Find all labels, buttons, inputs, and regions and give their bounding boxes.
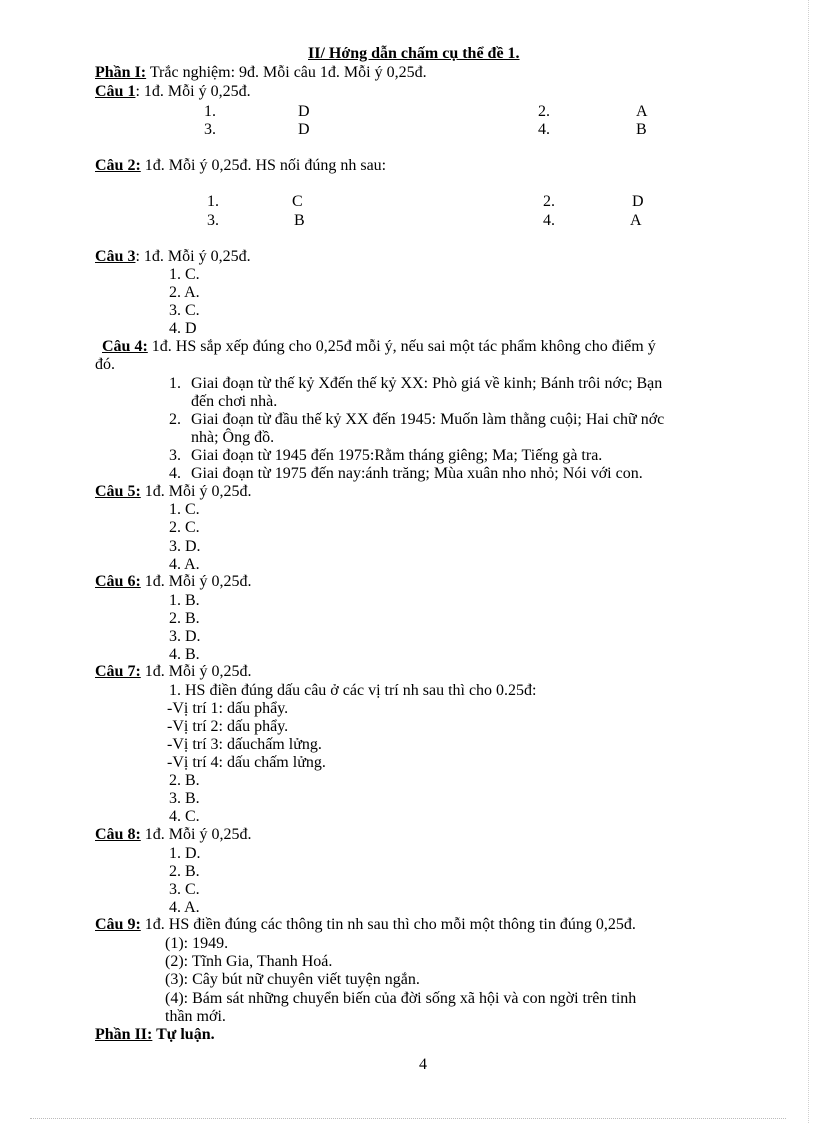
list-item: 3. D.: [169, 628, 201, 645]
q7-label: Câu 7:: [95, 663, 141, 680]
list-item: 1. D.: [169, 845, 201, 862]
q4-text: 1đ. HS sắp xếp đúng cho 0,25đ mỗi ý, nếu sai một tác phẩm không cho điểm ý: [147, 338, 656, 355]
q1-answer-num: 3.: [204, 121, 216, 138]
q1-answer-value: B: [636, 121, 647, 138]
q2-answer-value: A: [630, 212, 642, 229]
q7-position: -Vị trí 1: dấu phẩy.: [167, 700, 289, 717]
q4-item-line: Giai đoạn từ 1975 đến nay:ánh trăng; Mùa xuân nho nhỏ; Nói với con.: [191, 465, 643, 482]
page-side-border: [808, 0, 809, 1123]
q2-answer-num: 4.: [543, 212, 555, 229]
q4-item-line: đến chơi nhà.: [191, 393, 278, 410]
q2-answer-value: D: [632, 193, 644, 210]
list-item: 2. B.: [169, 863, 200, 880]
list-item: 4. A.: [169, 556, 200, 573]
q2-text: 1đ. Mỗi ý 0,25đ. HS nối đúng nh sau:: [140, 157, 387, 174]
list-item: (1): 1949.: [165, 935, 229, 952]
part2-text: Tự luận.: [152, 1026, 215, 1043]
list-item: 1. C.: [169, 501, 200, 518]
q1-answer-value: D: [298, 103, 310, 120]
q4-item-number: 3.: [169, 447, 181, 464]
q8-label: Câu 8:: [95, 826, 141, 843]
list-item: 3. C.: [169, 302, 200, 319]
q1-heading: [95, 83, 251, 101]
list-item: 4. C.: [169, 808, 200, 825]
q2-answer-num: 2.: [543, 193, 555, 210]
list-item-continued: thần mới.: [165, 1008, 226, 1025]
part1-text: Trắc nghiệm: 9đ. Mỗi câu 1đ. Mỗi ý 0,25đ.: [146, 64, 427, 81]
list-item: (2): Tĩnh Gia, Thanh Hoá.: [165, 953, 333, 970]
q6-heading: [95, 573, 251, 591]
q1-answer-value: D: [298, 121, 310, 138]
q2-heading: [95, 157, 386, 175]
q8-text: 1đ. Mỗi ý 0,25đ.: [140, 826, 252, 843]
list-item: 1. HS điền đúng dấu câu ở các vị trí nh sau thì cho 0.25đ:: [169, 682, 537, 699]
q2-answer-value: B: [294, 212, 305, 229]
list-item: 2. B.: [169, 772, 200, 789]
list-item: (3): Cây bút nữ chuyên viết tuyện ngắn.: [165, 971, 420, 988]
q3-text: : 1đ. Mỗi ý 0,25đ.: [135, 248, 251, 265]
list-item: 1. C.: [169, 266, 200, 283]
list-item: 2. B.: [169, 610, 200, 627]
list-item: 3. C.: [169, 881, 200, 898]
q4-item-line: Giai đoạn từ đầu thế kỷ XX đến 1945: Muốn làm thằng cuội; Hai chữ nớc: [191, 411, 665, 428]
q7-position: -Vị trí 4: dấu chấm lửng.: [167, 754, 326, 771]
q3-label: Câu 3: [95, 248, 136, 265]
q7-position: -Vị trí 2: dấu phẩy.: [167, 718, 289, 735]
part1-label: Phần I:: [95, 64, 147, 81]
part2-heading: [95, 1026, 215, 1044]
q3-heading: [95, 248, 251, 266]
page-number: 4: [419, 1056, 427, 1073]
q1-answer-num: 1.: [204, 103, 216, 120]
q4-text-continued: đó.: [95, 356, 115, 373]
q1-answer-num: 2.: [538, 103, 550, 120]
q7-text: 1đ. Mỗi ý 0,25đ.: [140, 663, 252, 680]
q5-text: 1đ. Mỗi ý 0,25đ.: [140, 483, 252, 500]
q9-heading: [95, 916, 636, 934]
list-item: (4): Bám sát những chuyển biến của đời sống xã hội và con ngời trên tinh: [165, 990, 637, 1007]
page-title: II/ Hớng dẫn chấm cụ thể đề 1.: [308, 45, 520, 62]
q4-item-number: 2.: [169, 411, 181, 428]
q7-heading: [95, 663, 251, 681]
q1-answer-value: A: [636, 103, 648, 120]
list-item: 4. A.: [169, 899, 200, 916]
q1-label: Câu 1: [95, 83, 136, 100]
q2-answer-num: 1.: [207, 193, 219, 210]
q9-text: 1đ. HS điền đúng các thông tin nh sau thì cho mỗi một thông tin đúng 0,25đ.: [140, 916, 636, 933]
q4-item-line: Giai đoạn từ thế kỷ Xđến thế kỷ XX: Phò giá về kinh; Bánh trôi nớc; Bạn: [191, 375, 663, 392]
q9-label: Câu 9:: [95, 916, 141, 933]
q7-position: -Vị trí 3: dấuchấm lửng.: [167, 736, 322, 753]
q5-heading: [95, 483, 251, 501]
q1-text: : 1đ. Mỗi ý 0,25đ.: [135, 83, 251, 100]
list-item: 4. B.: [169, 646, 200, 663]
part2-label: Phần II:: [95, 1026, 153, 1043]
list-item: 2. C.: [169, 519, 200, 536]
q6-label: Câu 6:: [95, 573, 141, 590]
q4-item-line: Giai đoạn từ 1945 đến 1975:Rằm tháng giêng; Ma; Tiếng gà tra.: [191, 447, 603, 464]
list-item: 3. D.: [169, 538, 201, 555]
list-item: 2. A.: [169, 284, 200, 301]
q2-label: Câu 2:: [95, 157, 141, 174]
q5-label: Câu 5:: [95, 483, 141, 500]
list-item: 3. B.: [169, 790, 200, 807]
list-item: 4. D: [169, 320, 197, 337]
q4-item-line: nhà; Ông đồ.: [191, 429, 275, 446]
q4-item-number: 1.: [169, 375, 181, 392]
page-bottom-border: [30, 1118, 786, 1119]
q2-answer-num: 3.: [207, 212, 219, 229]
part1-heading: [95, 64, 427, 82]
q4-item-number: 4.: [169, 465, 181, 482]
q6-text: 1đ. Mỗi ý 0,25đ.: [140, 573, 252, 590]
q1-answer-num: 4.: [538, 121, 550, 138]
q2-answer-value: C: [292, 193, 303, 210]
q8-heading: [95, 826, 251, 844]
q4-heading: [102, 338, 656, 356]
list-item: 1. B.: [169, 592, 200, 609]
q4-label: Câu 4:: [102, 338, 148, 355]
